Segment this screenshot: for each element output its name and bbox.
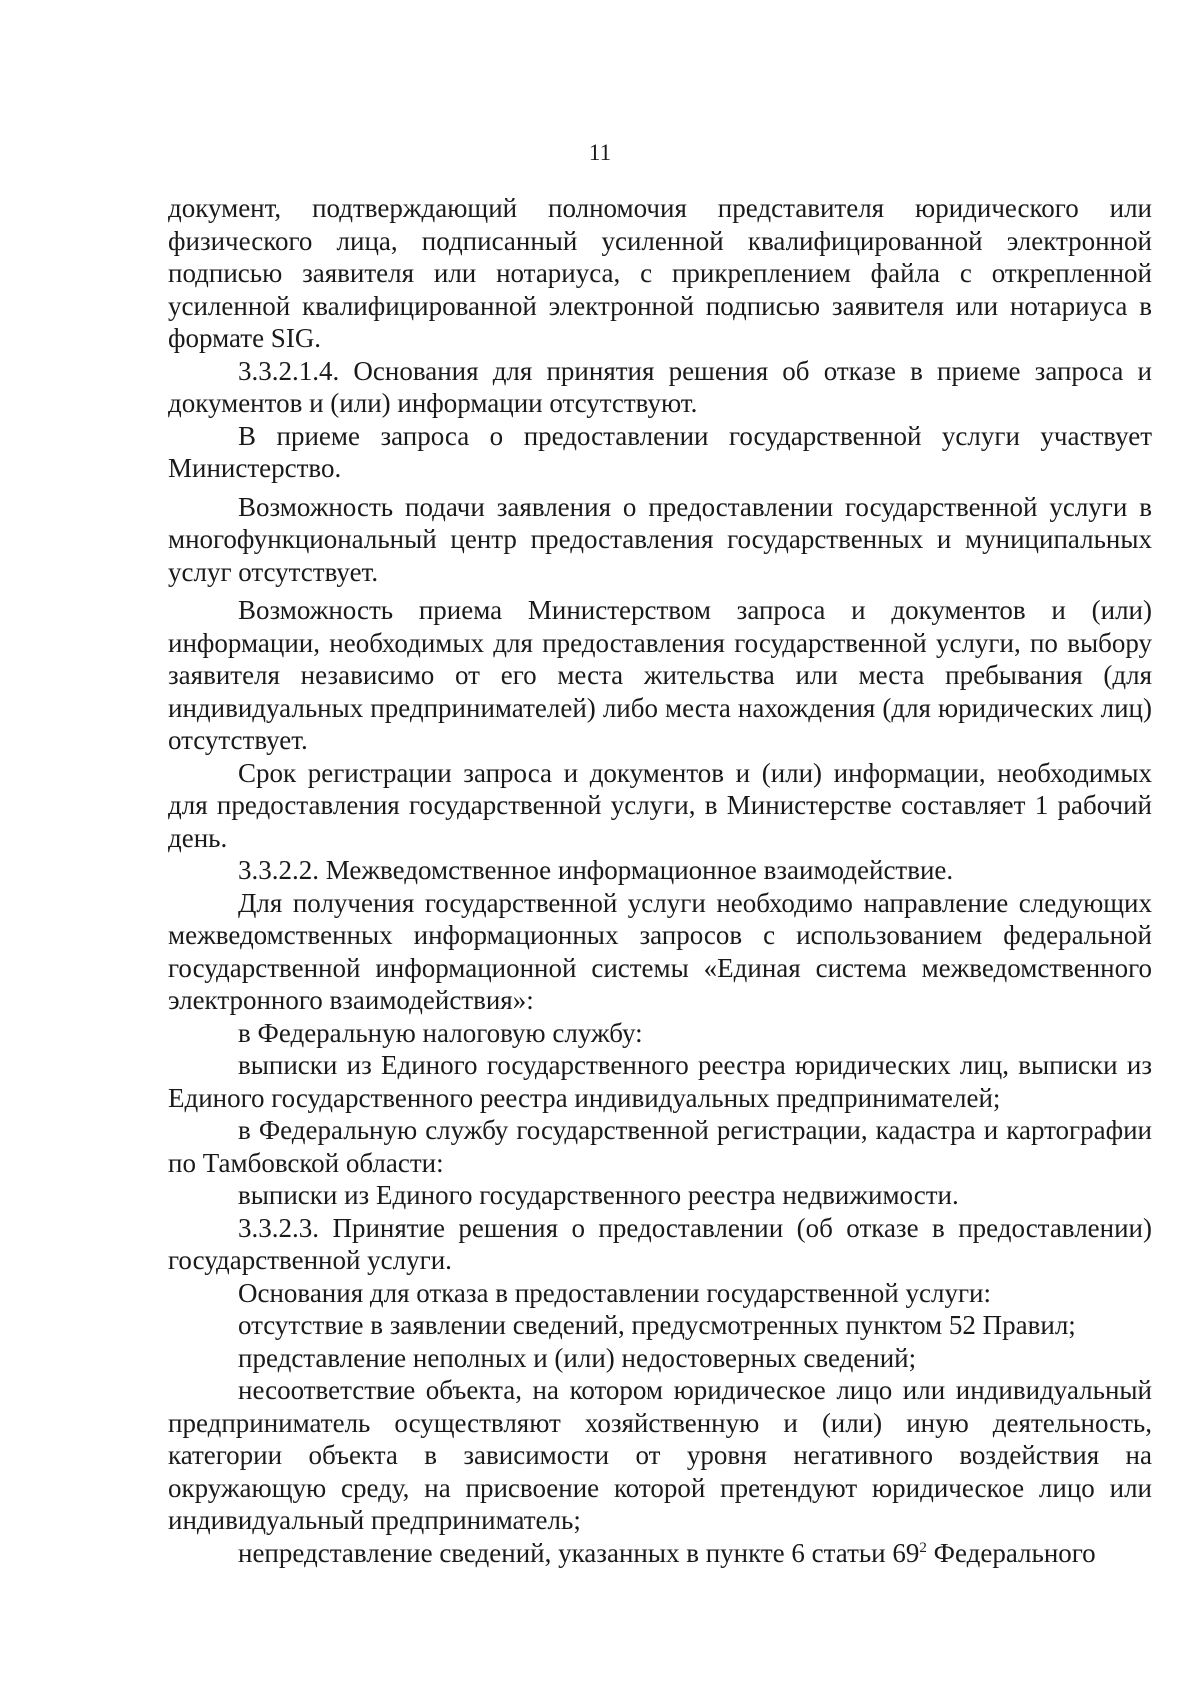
- paragraph: документ, подтверждающий полномочия представителя юридического или физического лица, подписанный усиленной квалифицированной электронной подписью заявителя или нотариуса, с прикреплением файла с открепленной усиленной квалифицированной электронной подписью заявителя или нотариуса в формате SIG.: [168, 193, 1152, 353]
- paragraph: 3.3.2.1.4. Основания для принятия решения об отказе в приеме запроса и документов и (или) информации отсутствуют.: [168, 355, 1152, 418]
- paragraph: отсутствие в заявлении сведений, предусмотренных пунктом 52 Правил;: [238, 1310, 1076, 1340]
- paragraph: Срок регистрации запроса и документов и (или) информации, необходимых для предоставления государственной услуги, в Министерстве составляет 1 рабочий день.: [168, 757, 1152, 853]
- text-fragment: непредставление сведений, указанных в пункте 6 статьи 69: [238, 1537, 920, 1568]
- paragraph-last: [168, 1537, 1152, 1570]
- paragraph: представление неполных и (или) недостоверных сведений;: [238, 1342, 917, 1373]
- paragraph: несоответствие объекта, на котором юридическое лицо или индивидуальный предприниматель осуществляют хозяйственную и (или) иную деятельность, категории объекта в зависимости от уровня негативного воздействия на окружающую среду, на присвоение которой претендуют юридическое лицо или индивидуальный предприниматель;: [168, 1375, 1152, 1535]
- paragraph: Возможность приема Министерством запроса и документов и (или) информации, необходимых для предоставления государственной услуги, по выбору заявителя независимо от его места жительства или места пребывания (для индивидуальных предпринимателей) либо места нахождения (для юридических лиц) отсутствует.: [168, 595, 1152, 755]
- paragraph: В приеме запроса о предоставлении государственной услуги участвует Министерство.: [168, 420, 1152, 483]
- document-body: [168, 192, 1152, 1569]
- paragraph: Возможность подачи заявления о предоставлении государственной услуги в многофункциональный центр предоставления государственных и муниципальных услуг отсутствует.: [168, 491, 1152, 587]
- paragraph: Основания для отказа в предоставлении государственной услуги:: [238, 1277, 991, 1308]
- paragraph: в Федеральную налоговую службу:: [238, 1017, 643, 1048]
- paragraph: Для получения государственной услуги необходимо направление следующих межведомственных информационных запросов с использованием федеральной государственной информационной системы «Единая система межведомственного электронного взаимодействия»:: [168, 887, 1152, 1015]
- paragraph: 3.3.2.2. Межведомственное информационное взаимодействие.: [238, 855, 954, 885]
- superscript: 2: [919, 1539, 927, 1556]
- paragraph: выписки из Единого государственного реестра недвижимости.: [238, 1180, 959, 1210]
- paragraph: 3.3.2.3. Принятие решения о предоставлении (об отказе в предоставлении) государственной услуги.: [168, 1212, 1152, 1275]
- paragraph: выписки из Единого государственного реестра юридических лиц, выписки из Единого государственного реестра индивидуальных предпринимателей;: [168, 1050, 1152, 1113]
- paragraph: в Федеральную службу государственной регистрации, кадастра и картографии по Тамбовской области:: [168, 1115, 1152, 1178]
- text-fragment: Федерального: [926, 1537, 1096, 1568]
- page-number: 11: [588, 140, 612, 165]
